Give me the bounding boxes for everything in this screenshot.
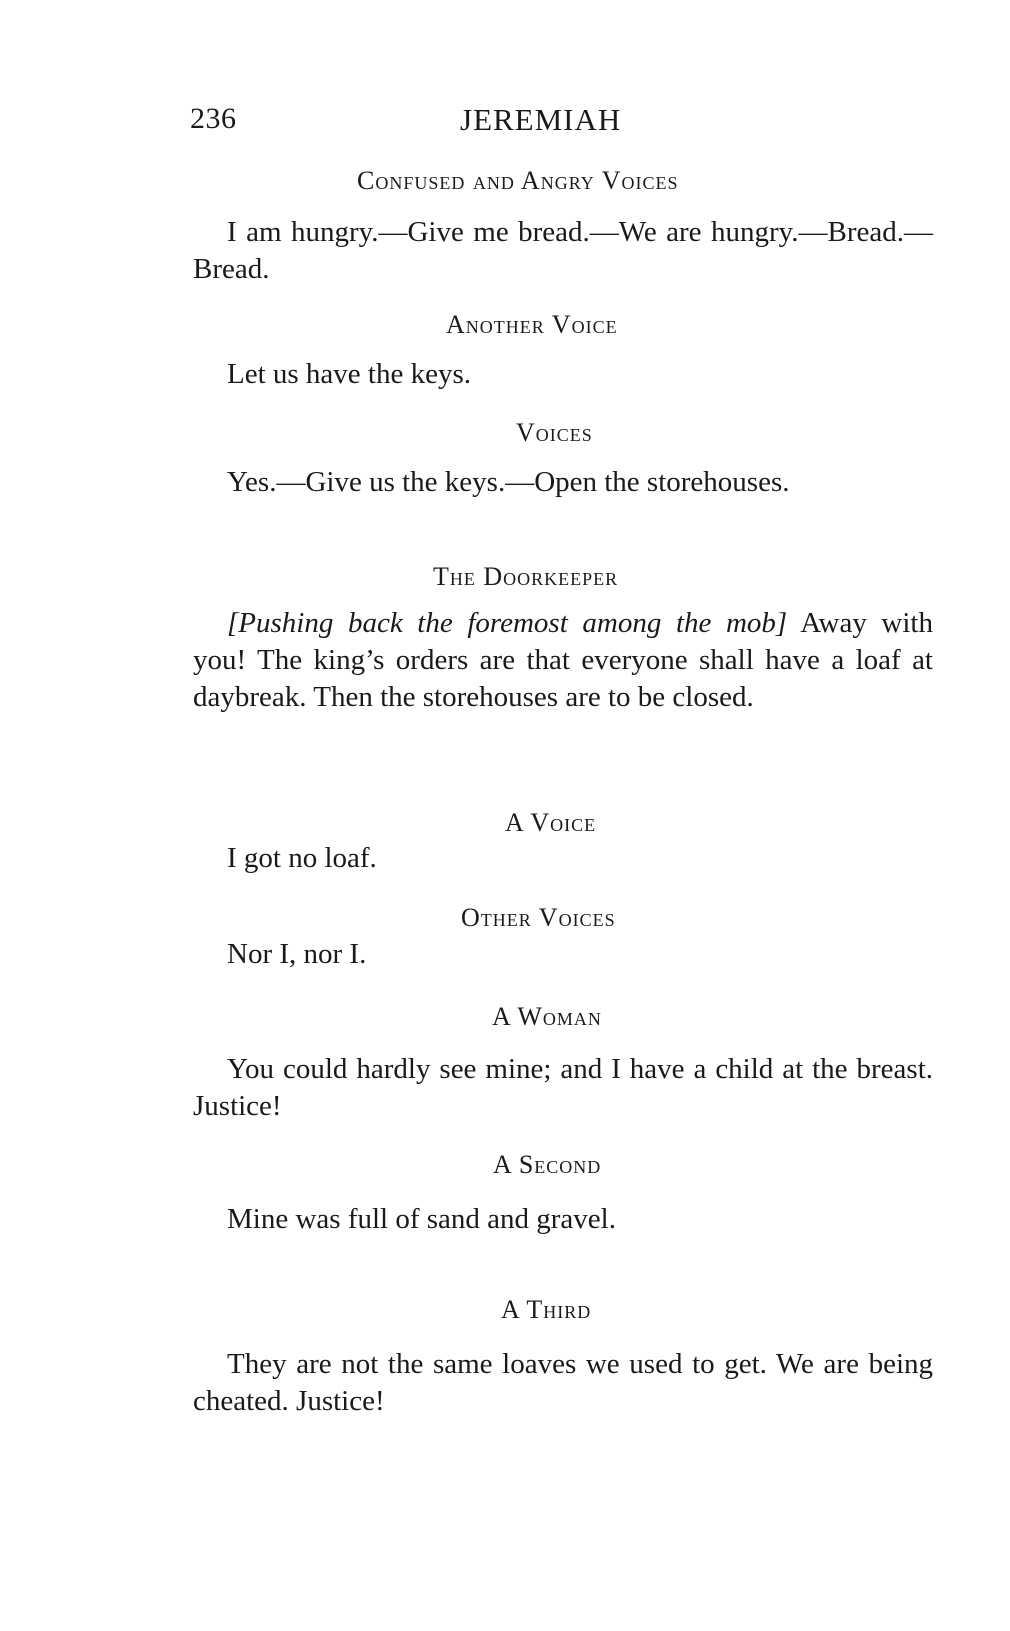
speech-a-second: Mine was full of sand and gravel.	[227, 1203, 616, 1235]
speaker-a-second: A Second	[493, 1150, 602, 1179]
page-number: 236	[190, 102, 237, 135]
stage-direction: [Pushing back the foremost among the mob]	[227, 607, 788, 639]
speaker-a-woman: A Woman	[492, 1002, 602, 1031]
speech-doorkeeper	[193, 605, 933, 716]
speech-other-voices: Nor I, nor I.	[227, 938, 367, 970]
running-title: JEREMIAH	[460, 102, 622, 137]
page-header	[190, 102, 930, 152]
speaker-confused-voices: Confused and Angry Voices	[357, 166, 679, 195]
speaker-voices: Voices	[516, 418, 593, 447]
speech-a-voice: I got no loaf.	[227, 842, 377, 874]
speech-a-third: They are not the same loaves we used to get. We are being cheated. Justice!	[193, 1348, 933, 1417]
speaker-a-voice: A Voice	[505, 808, 597, 837]
speech-voices: Yes.—Give us the keys.—Open the storehouses.	[227, 466, 790, 498]
speaker-a-third: A Third	[501, 1295, 592, 1324]
speech-confused-voices: I am hungry.—Give me bread.—We are hungry.—Bread.—Bread.	[193, 216, 933, 285]
speech-another-voice: Let us have the keys.	[227, 358, 472, 390]
doorkeeper-text: Away with you! The king’s orders are that everyone shall have a loaf at daybreak. Then the storehouses are to be closed.	[193, 607, 933, 713]
speaker-other-voices: Other Voices	[461, 903, 616, 932]
speech-a-woman: You could hardly see mine; and I have a child at the breast. Justice!	[193, 1053, 933, 1122]
speaker-doorkeeper: The Doorkeeper	[433, 562, 619, 591]
speaker-another-voice: Another Voice	[446, 310, 618, 339]
